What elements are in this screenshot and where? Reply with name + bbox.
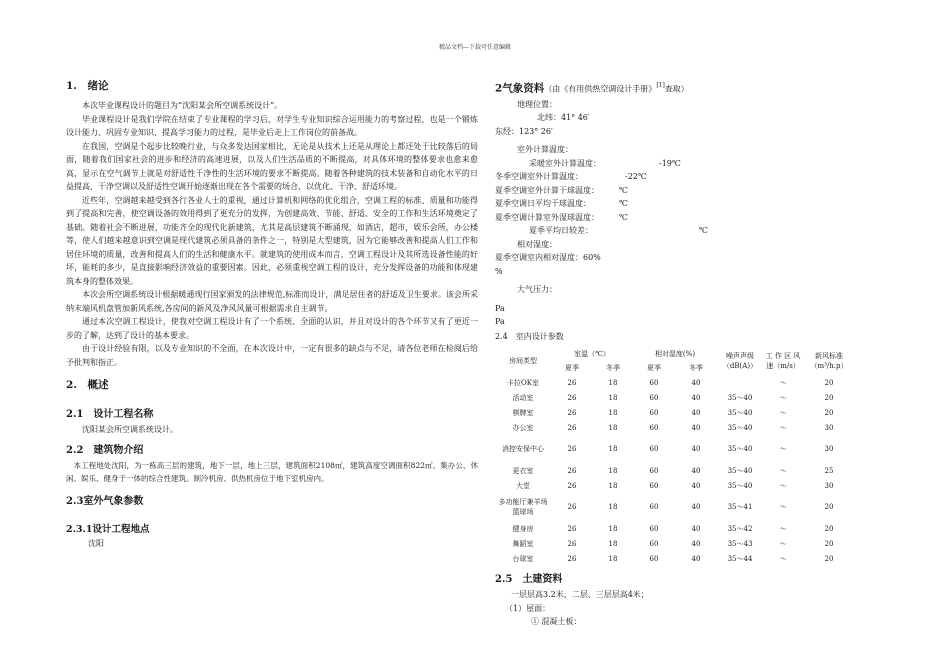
wind-cell: ～ [779, 524, 787, 533]
rh-summer-cell: 60 [649, 466, 659, 475]
floor-height-text: 一层层高3.2米，二层、三层层高4米； [511, 590, 649, 599]
temp-winter-cell: 18 [608, 445, 618, 453]
winter-heating-temp [495, 157, 855, 171]
section-2-4-title: 2.4 室内设计参数 [495, 331, 564, 341]
intro-paragraph-1: 本次毕业课程设计的题目为“沈阳某会所空调系统设计”。 [82, 101, 283, 110]
project-location-text: 沈阳 [88, 538, 104, 548]
noise-cell: 35～42 [727, 524, 753, 533]
section-2-3-title: 2.3室外气象参数 [66, 495, 144, 507]
fresh-air-cell: 30 [824, 423, 834, 432]
fresh-air-cell: 30 [824, 445, 834, 453]
summer-daily-range [495, 224, 855, 238]
rh-winter-cell: 40 [691, 554, 701, 563]
section-2-1-title: 2.1 设计工程名称 [66, 409, 154, 420]
room-cell: 大堂 [516, 481, 530, 490]
location-label: 地理位置： [517, 99, 557, 109]
temp-summer-cell: 26 [567, 503, 577, 511]
section-2-3-1-title: 2.3.1设计工程地点 [66, 523, 150, 535]
temp-winter-cell: 18 [608, 481, 618, 490]
rh-summer-cell: 60 [649, 393, 659, 402]
winter-ac-label: 冬季空调室外计算温度： [495, 172, 583, 181]
right-column [495, 78, 855, 629]
intro-paragraph-6: 通过本次空调工程设计，使我对空调工程设计有了一个系统、全面的认识，并且对设计的各个环节又有了更近一步的了解，达到了设计的基本要求。 [66, 317, 478, 340]
rh-summer-cell: 60 [649, 481, 659, 490]
room-cell: 更衣室 [512, 466, 534, 475]
rh-winter-cell: 40 [691, 445, 701, 453]
percent-mark: % [495, 266, 503, 276]
header-temp-winter: 冬季 [606, 364, 620, 372]
temp-winter-cell: 18 [608, 466, 618, 475]
fresh-air-cell: 20 [824, 503, 834, 511]
header-air-speed: 工 作 区 风速（m/s） [765, 352, 801, 370]
temp-summer-cell: 26 [567, 393, 577, 402]
header-fresh-air: 新风标准（m³/h.p） [810, 352, 848, 370]
room-cell: 多功能厅兼羊场篮球场 [498, 498, 548, 516]
roof-label: （1）屋面： [505, 603, 551, 613]
wind-cell: ～ [779, 445, 787, 453]
wind-cell: ～ [779, 393, 787, 402]
section-2-2-title: 2.2 建筑物介绍 [66, 444, 144, 456]
temp-summer-cell: 26 [567, 408, 577, 417]
section-2-5-title: 2.5 土建资料 [495, 574, 563, 585]
temp-winter-cell: 18 [608, 524, 618, 533]
header-rh-summer: 夏季 [647, 364, 661, 372]
climate-source-note-end: 查取） [664, 84, 689, 94]
room-cell: 卡拉OK室 [507, 378, 539, 387]
summer-indoor-rh: 夏季空调室内相对湿度：60% [495, 253, 601, 262]
rh-winter-cell: 40 [691, 408, 701, 417]
project-name-text: 沈阳某会所空调系统设计。 [82, 425, 178, 434]
noise-cell: 35～40 [727, 481, 753, 490]
fresh-air-cell: 20 [824, 539, 834, 548]
header-temp-summer: 夏季 [565, 364, 579, 372]
room-cell: 舞蹈室 [512, 539, 534, 548]
wind-cell: ～ [779, 408, 787, 417]
climate-section-title [495, 78, 855, 98]
temp-winter-cell: 18 [608, 378, 618, 387]
noise-cell: 35～40 [727, 423, 753, 432]
summer-daily-avg [495, 197, 855, 211]
header-rh-winter: 冬季 [689, 364, 703, 372]
section-2-title: 2. 概述 [66, 379, 109, 391]
rh-summer-cell: 60 [649, 423, 659, 432]
header-noise-level: 噪声声级（dB(A)） [722, 352, 758, 370]
fresh-air-cell: 20 [824, 554, 834, 563]
summer-wet-bulb-label: 夏季空调计算室外湿球温度： [495, 212, 599, 222]
rh-winter-cell: 40 [691, 423, 701, 432]
table-row [495, 420, 855, 435]
rh-summer-cell: 60 [649, 503, 659, 511]
temp-summer-cell: 26 [567, 423, 577, 432]
room-cell: 棋牌室 [512, 408, 534, 417]
fresh-air-cell: 25 [824, 466, 834, 475]
noise-cell: 35～44 [727, 554, 753, 563]
intro-paragraph-7: 由于设计经验有限，以及专业知识的不全面，在本次设计中，一定有很多的缺点与不足，请各位老师在检阅后给予批判和指正。 [66, 344, 478, 367]
room-cell: 办公室 [512, 423, 534, 432]
room-cell: 台球室 [512, 554, 534, 563]
climate-source-note: （由《有用供热空调设计手册》 [544, 84, 657, 94]
fresh-air-cell: 20 [824, 408, 834, 417]
wind-cell: ～ [779, 466, 787, 475]
table-row [495, 463, 855, 478]
table-row [495, 478, 855, 493]
temp-summer-cell: 26 [567, 539, 577, 548]
fresh-air-cell: 20 [824, 524, 834, 533]
wind-cell: ～ [779, 423, 787, 432]
rh-summer-cell: 60 [649, 524, 659, 533]
header-relative-humidity: 相对湿度(%) [654, 350, 696, 358]
rh-winter-cell: 40 [691, 503, 701, 511]
section-1-title: 1. 绪论 [66, 80, 109, 92]
rh-winter-cell: 40 [691, 393, 701, 402]
header-note: 精品文档---下载可任意编辑 [438, 44, 512, 51]
climate-reference-mark: [1] [656, 82, 665, 89]
rh-winter-cell: 40 [691, 481, 701, 490]
temp-summer-cell: 26 [567, 554, 577, 563]
rh-winter-cell: 40 [691, 466, 701, 475]
table-row [495, 405, 855, 420]
header-room-type: 房间类型 [509, 357, 537, 365]
pressure-label: 大气压力： [517, 285, 557, 294]
longitude-value: 东经：123° 26′ [495, 126, 553, 136]
wind-cell: ～ [779, 554, 787, 563]
summer-wet-bulb [495, 211, 855, 225]
temp-winter-cell: 18 [608, 503, 618, 511]
pressure-unit-1: Pa [495, 303, 505, 313]
concrete-slab-label: ① 混凝土板： [531, 617, 582, 626]
temp-summer-cell: 26 [567, 524, 577, 533]
noise-cell [717, 375, 763, 390]
wind-cell: ～ [779, 378, 787, 387]
temp-summer-cell: 26 [567, 378, 577, 387]
outdoor-temp-label: 室外计算温度： [517, 145, 573, 154]
summer-wet-bulb-unit: ℃ [619, 212, 628, 222]
summer-dry-bulb [495, 184, 855, 198]
intro-paragraph-2: 毕业课程设计是我们学院在结束了专业课程的学习后，对学生专业知识综合运用能力的考察过程，也是一个锻炼设计能力、巩固专业知识、提高学习能力的过程，是毕业后走上工作岗位的前备战。 [66, 114, 478, 137]
header-room-temp: 室温（℃） [574, 350, 610, 358]
rh-summer-cell: 60 [649, 539, 659, 548]
intro-paragraph-3: 在我国，空调是个起步比较晚行业，与众多发达国家相比，无论是从技术上还是从理论上都还处于比较落后的局面，随着我们国家社会的进步和经济的高速进展，以及人们生活品质的不断提高，对具体环境的整体要求也愈来愈高，显示在空气调节上就是对舒适性干净性的生活环境的要求不断提高。随着各种建筑的技术装备和自动化水平的日益提高，干净空调以及舒适性空调开始逐渐出现在各个需要的场合，以优化、干净、舒适环境。 [66, 141, 478, 191]
relative-humidity-label: 相对湿度： [517, 239, 557, 249]
winter-ac-temp [495, 170, 855, 184]
temp-winter-cell: 18 [608, 393, 618, 402]
table-row [495, 375, 855, 390]
room-cell: 活动室 [512, 393, 534, 402]
summer-daily-range-unit: ℃ [699, 226, 708, 235]
summer-daily-range-label: 夏季平均日较差： [529, 226, 593, 235]
temp-summer-cell: 26 [567, 445, 577, 453]
room-cell: 健身房 [512, 524, 534, 533]
left-column [66, 78, 478, 550]
room-cell: 消控安保中心 [502, 445, 544, 453]
summer-daily-avg-unit: ℃ [619, 199, 628, 208]
fresh-air-cell: 20 [824, 378, 834, 387]
winter-ac-value: -22℃ [625, 172, 647, 181]
wind-cell: ～ [779, 481, 787, 490]
rh-summer-cell: 60 [649, 445, 659, 453]
climate-title-text: 2气象资料 [495, 82, 545, 95]
rh-summer-cell: 60 [649, 554, 659, 563]
fresh-air-cell: 20 [824, 393, 834, 402]
table-row [495, 536, 855, 551]
wind-cell: ～ [779, 539, 787, 548]
summer-daily-avg-label: 夏季空调日平均干球温度： [495, 199, 591, 208]
intro-paragraph-5: 本次会所空调系统设计根据暖通现行国家颁发的法律规范,标准而设计，满足居住者的舒适及卫生要求。该会所采纳末端风机盘管加新风系统,各房间的新风及净风风量可根据需求自主调节。 [66, 290, 478, 313]
noise-cell: 35～41 [727, 503, 753, 511]
winter-heating-label: 采暖室外计算温度： [529, 158, 601, 168]
rh-summer-cell: 60 [649, 378, 659, 387]
temp-winter-cell: 18 [608, 423, 618, 432]
intro-paragraph-4: 近些年，空调越来越受到各行各业人士的重视，通过计算机和网络的优化组合，空调工程的标准、质量和功能得到了提高和完善，使空调设备的效用得到了更充分的发挥，为创建高效、节能、舒适、安全的工作和生活环境奠定了基础。随着社会不断进展，功能齐全的现代化新建筑，尤其是高层建筑不断涌现，如酒店，超市，娱乐会所，办公楼等，使人们越来越意识到空调是现代建筑必须具备的条件之一，特别是大型建筑，因为它能够改善和提高人们工作和居住环境的质量，改善和提高人们的生活和健康水平。就建筑的使用成本而言，空调工程设计及其所选设备性能的好坏，能耗的多少，是直接影响经济效益的重要因素。因此，必须重视空调工程的设计，充分发挥设备的功能和体现建筑本身的整体效果。 [66, 195, 478, 286]
building-description: 本工程地处沈阳，为一栋高三层的建筑，地下一层，地上三层，建筑面积2108㎡，建筑高度空调面积822㎡。集办公、休闲、娱乐、健身于一体的综合性建筑。制冷机房、供热机房位于地下室机房内。 [66, 460, 478, 483]
pressure-unit-2: Pa [495, 317, 505, 326]
temp-winter-cell: 18 [608, 408, 618, 417]
temp-summer-cell: 26 [567, 481, 577, 490]
rh-winter-cell: 40 [691, 524, 701, 533]
table-row [495, 493, 855, 521]
rh-summer-cell: 60 [649, 408, 659, 417]
winter-heating-value: -19℃ [659, 158, 681, 168]
temp-winter-cell: 18 [608, 539, 618, 548]
latitude-value: 北纬：41° 46′ [537, 113, 590, 122]
temp-winter-cell: 18 [608, 554, 618, 563]
table-row [495, 521, 855, 536]
summer-dry-bulb-unit: ℃ [619, 185, 628, 195]
indoor-design-table [495, 347, 855, 566]
table-row [495, 435, 855, 463]
wind-cell: ～ [779, 503, 787, 511]
fresh-air-cell: 30 [824, 481, 834, 490]
noise-cell: 35～40 [727, 445, 753, 453]
noise-cell: 35～43 [727, 539, 753, 548]
summer-dry-bulb-label: 夏季空调室外计算干球温度： [495, 185, 599, 195]
temp-summer-cell: 26 [567, 466, 577, 475]
rh-winter-cell: 40 [691, 378, 701, 387]
noise-cell: 35～40 [727, 408, 753, 417]
table-row [495, 390, 855, 405]
rh-winter-cell: 40 [691, 539, 701, 548]
noise-cell: 35～40 [727, 393, 753, 402]
table-row [495, 551, 855, 566]
noise-cell: 35～40 [727, 466, 753, 475]
